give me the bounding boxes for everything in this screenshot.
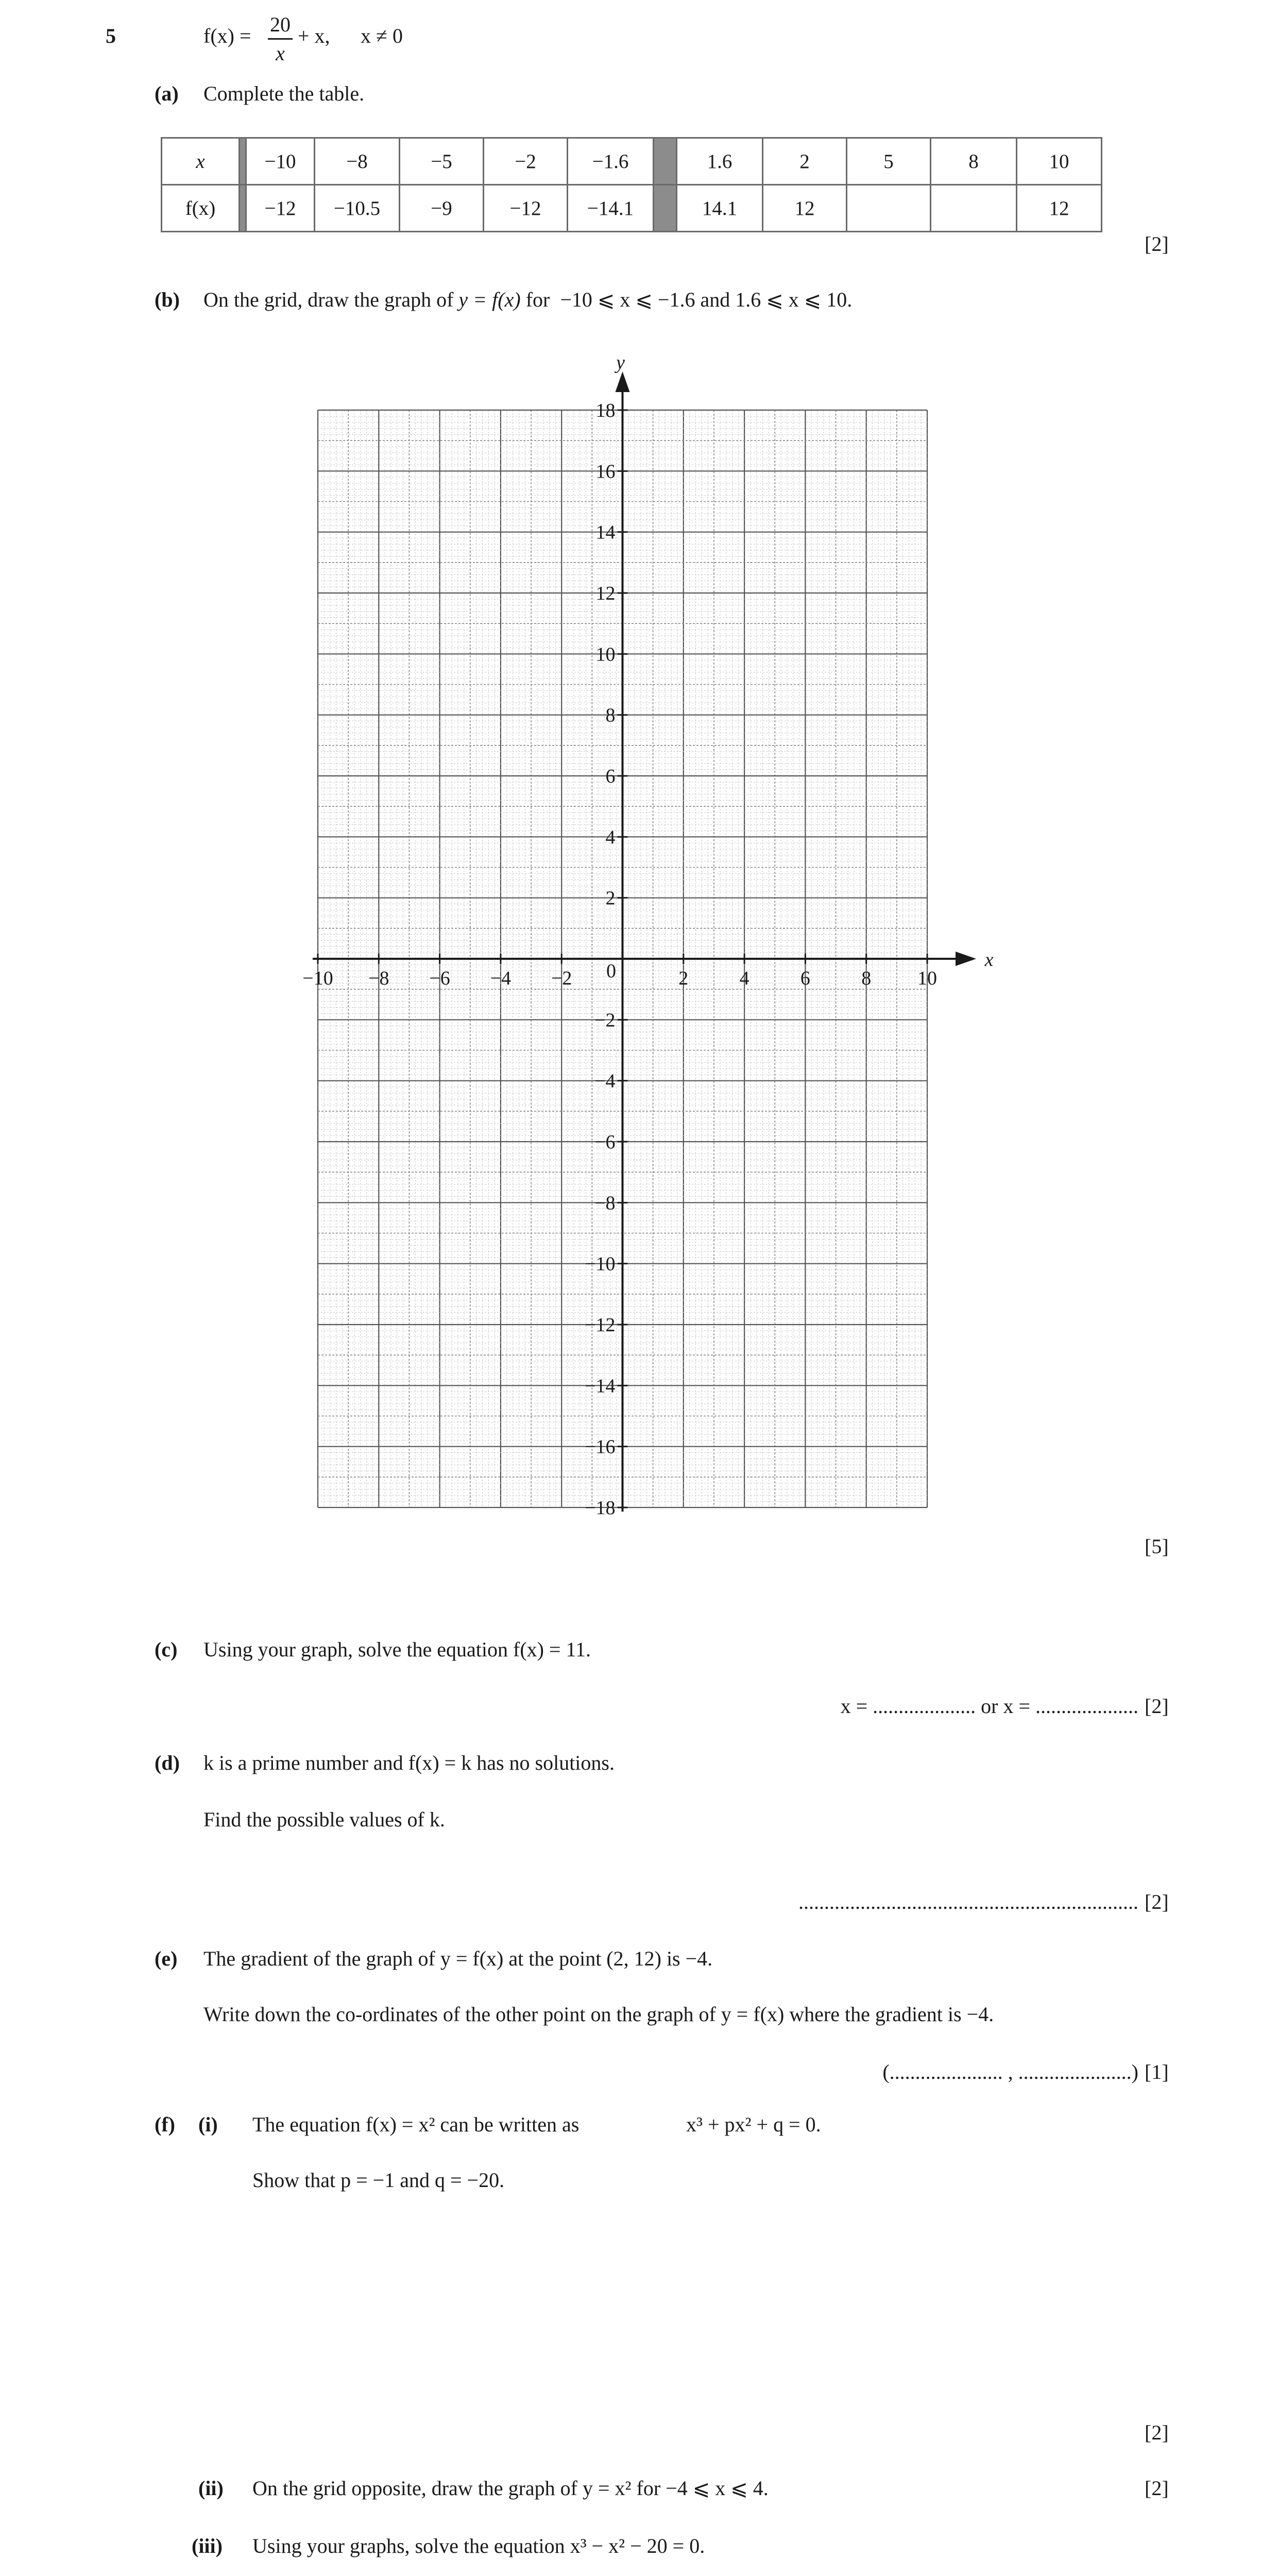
part-f-ii-label: (ii) [198,2477,224,2500]
y-tick-label: −10 [585,1253,616,1275]
table-header-f: f(x) [162,185,240,232]
part-b-range-1: −10 ⩽ x ⩽ −1.6 [560,288,695,311]
part-f-iii-text: Using your graphs, solve the equation x³ − x² − 20 = 0. [252,2534,705,2557]
part-b-range-2: 1.6 ⩽ x ⩽ 10. [735,288,853,311]
x-axis-label: x [984,949,994,971]
fraction-denominator: x [276,42,285,65]
x-tick-label: 8 [861,968,872,989]
part-a-label: (a) [155,82,179,105]
y-tick-label: −8 [594,1192,616,1214]
y-tick-label: 16 [595,461,616,483]
part-f-iii-label: (iii) [192,2534,223,2557]
y-tick-label: 10 [595,643,616,666]
part-c-marks: [2] [1145,1694,1169,1718]
y-tick-label: 18 [595,400,616,421]
table-cell: 5 [847,138,931,185]
y-tick-label: −16 [585,1436,616,1458]
part-c-answer-line[interactable]: x = .................... or x = .................... [840,1694,1138,1718]
fraction-numerator: 20 [270,13,291,36]
part-d-answer-line[interactable]: .................................................................. [798,1890,1138,1913]
table-header-x: x [162,138,240,185]
part-f-ii-text: On the grid opposite, draw the graph of y = x² for −4 ⩽ x ⩽ 4. [252,2477,769,2500]
table-cell: 1.6 [677,138,763,185]
part-b-label: (b) [155,288,180,311]
part-f-i-text: The equation f(x) = x² can be written as [252,2113,580,2136]
part-e-label: (e) [155,1947,178,1970]
table-cell: 2 [763,138,847,185]
table-cell: −8 [315,138,400,185]
x-tick-label: −2 [551,968,572,989]
table-cell: −9 [400,185,484,232]
question-number: 5 [106,24,116,47]
part-d-text-2: Find the possible values of k. [203,1808,445,1831]
part-f-i-label: (i) [198,2113,218,2136]
table-cell: −5 [400,138,484,185]
function-tail: + x, [298,24,330,47]
part-d-marks: [2] [1145,1890,1169,1913]
x-tick-label: 10 [917,968,937,989]
table-cell: 10 [1017,138,1102,185]
part-f-ii-marks: [2] [1145,2477,1169,2500]
y-tick-label: 14 [595,521,616,544]
table-cell: −12 [246,185,315,232]
part-f-i-text-2: Show that p = −1 and q = −20. [252,2168,505,2192]
table-cell: 8 [931,138,1017,185]
function-condition: x ≠ 0 [361,24,403,47]
x-tick-label: 4 [739,968,749,989]
part-a-text: Complete the table. [203,82,365,105]
axes [313,371,976,1512]
part-b-equation: y = f(x) [458,288,521,311]
y-tick-label: 2 [605,887,616,909]
part-f-label: (f) [155,2113,175,2136]
part-e-answer-line[interactable]: (...................... , ......................) [882,2060,1138,2083]
x-tick-label: −8 [368,968,389,989]
table-cell: −10 [246,138,315,185]
part-f-i-equation: x³ + px² + q = 0. [686,2113,821,2136]
table-cell: 12 [1017,185,1102,232]
part-a-marks: [2] [1145,232,1169,256]
table-cell: −14.1 [568,185,654,232]
table-cell: 14.1 [677,185,763,232]
part-c-text: Using your graph, solve the equation f(x) = 11. [203,1638,591,1661]
y-tick-label: −4 [594,1070,616,1092]
part-e-marks: [1] [1145,2060,1169,2083]
part-f-i-marks: [2] [1145,2421,1169,2444]
x-tick-label: −4 [490,968,512,989]
y-tick-label: −14 [585,1375,616,1397]
part-b-marks: [5] [1145,1535,1169,1558]
y-tick-label: −12 [585,1314,616,1336]
table-cell: −2 [484,138,568,185]
y-tick-label: 6 [605,766,616,787]
y-tick-label: 12 [595,583,616,604]
tick-labels [302,352,993,1519]
table-cell: −10.5 [315,185,400,232]
part-e-text-2: Write down the co-ordinates of the other point on the graph of y = f(x) where the gradient is −4. [203,2003,994,2026]
y-tick-label: −2 [594,1009,616,1031]
part-d-label: (d) [155,1751,180,1774]
table-cell: 12 [763,185,847,232]
part-b-for: for [525,288,550,311]
x-tick-label: −10 [302,968,333,989]
x-tick-label: 2 [678,968,689,989]
y-axis-arrow-icon [616,371,630,392]
x-tick-label: 6 [800,968,810,989]
table-cell: −1.6 [568,138,654,185]
x-tick-label: −6 [429,968,450,989]
part-d-text: k is a prime number and f(x) = k has no solutions. [203,1751,615,1774]
function-lhs: f(x) = [203,24,251,47]
part-b-text-pre: On the grid, draw the graph of [203,288,454,311]
y-tick-label: −6 [594,1131,616,1153]
part-b-and: and [700,288,730,311]
part-e-text: The gradient of the graph of y = f(x) at the point (2, 12) is −4. [203,1947,713,1970]
table-cell: −12 [484,185,568,232]
part-c-label: (c) [155,1638,178,1661]
x-axis-arrow-icon [956,952,976,966]
y-tick-label: 8 [605,704,616,726]
origin-label: 0 [606,960,616,982]
y-tick-label: 4 [605,826,616,849]
y-axis-label: y [616,352,625,374]
y-tick-label: −18 [585,1497,616,1519]
